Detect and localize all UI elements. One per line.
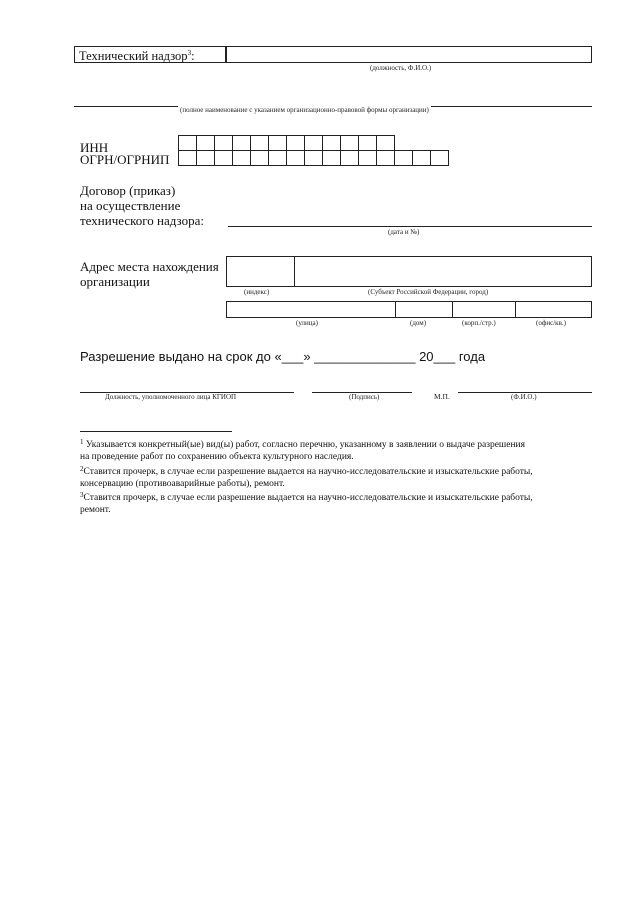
- footnote-3-number: 3: [80, 491, 84, 499]
- inn-digit-cell[interactable]: [196, 135, 215, 151]
- official-position-caption: Должность, уполномоченного лица КГИОП: [105, 393, 237, 401]
- footnote-2-number: 2: [80, 465, 84, 473]
- tech-supervision-label: [79, 46, 195, 64]
- building-caption: (корп./стр.): [462, 319, 496, 327]
- footnote-separator: [80, 431, 232, 432]
- footnote-2-line2: консервацию (противоаварийные работы), ремонт.: [80, 479, 285, 489]
- tech-supervision-text: Технический надзор: [79, 49, 188, 64]
- ogrn-digit-cell[interactable]: [322, 150, 341, 166]
- house-field[interactable]: [395, 301, 453, 318]
- position-name-caption: (должность, Ф.И.О.): [370, 64, 432, 72]
- official-name-caption: (Ф.И.О.): [511, 393, 537, 401]
- organization-name-caption: (полное наименование с указанием организационно-правовой формы организации): [180, 106, 429, 114]
- ogrn-label: ОГРН/ОГРНИП: [80, 152, 170, 167]
- ogrn-digit-cell[interactable]: [214, 150, 233, 166]
- footnote-1-line2: на проведение работ по сохранению объекта культурного наследия.: [80, 452, 354, 462]
- footnote-1: [80, 436, 600, 463]
- house-caption: (дом): [410, 319, 427, 327]
- inn-digit-cell[interactable]: [376, 135, 395, 151]
- ogrn-digit-cell[interactable]: [412, 150, 431, 166]
- footnote-1-number: 1: [80, 438, 84, 446]
- footnote-2: [80, 463, 600, 490]
- footnote-1-line1: Указывается конкретный(ые) вид(ы) работ, согласно перечню, указанному в заявлении о выдаче разрешения: [85, 440, 525, 450]
- ogrn-digit-cell[interactable]: [394, 150, 413, 166]
- address-label-line2: организации: [80, 274, 150, 289]
- inn-digit-cell[interactable]: [214, 135, 233, 151]
- signature-caption: (Подпись): [349, 393, 380, 401]
- postal-index-caption: (индекс): [244, 288, 270, 296]
- inn-label: ИНН: [80, 140, 109, 155]
- street-field[interactable]: [226, 301, 396, 318]
- inn-digit-cell[interactable]: [340, 135, 359, 151]
- inn-digit-cell[interactable]: [358, 135, 377, 151]
- tech-supervision-field[interactable]: [226, 46, 592, 63]
- footnote-3-line1: Ставится прочерк, в случае если разрешение выдается на научно-исследовательские и изыскательские работы,: [83, 493, 533, 503]
- ogrn-digit-cell[interactable]: [430, 150, 449, 166]
- ogrn-digit-cell[interactable]: [286, 150, 305, 166]
- footnote-2-line1: Ставится прочерк, в случае если разрешение выдается на научно-исследовательские и изыскательские работы,: [83, 467, 533, 477]
- ogrn-digit-cell[interactable]: [250, 150, 269, 166]
- ogrn-digit-cell[interactable]: [178, 150, 197, 166]
- permit-validity-text: Разрешение выдано на срок до «___» ______________ 20___ года: [80, 349, 486, 364]
- office-caption: (офис/кв.): [536, 319, 566, 327]
- contract-date-number-caption: (дата и №): [388, 228, 420, 236]
- region-city-caption: (Субъект Российской Федерации, город): [368, 288, 489, 296]
- building-field[interactable]: [452, 301, 516, 318]
- ogrn-digit-cell[interactable]: [196, 150, 215, 166]
- street-caption: (улица): [296, 319, 318, 327]
- inn-digit-cell[interactable]: [250, 135, 269, 151]
- contract-label-line3: технического надзора:: [80, 213, 204, 228]
- stamp-caption: М.П.: [434, 392, 450, 401]
- region-city-field[interactable]: [294, 256, 592, 287]
- tech-supervision-colon: :: [191, 49, 195, 64]
- inn-digit-cell[interactable]: [268, 135, 287, 151]
- address-label-line1: Адрес места нахождения: [80, 259, 219, 274]
- inn-digit-cell[interactable]: [178, 135, 197, 151]
- inn-digit-cell[interactable]: [322, 135, 341, 151]
- ogrn-digit-cell[interactable]: [358, 150, 377, 166]
- ogrn-digit-cell[interactable]: [232, 150, 251, 166]
- ogrn-digit-cell[interactable]: [376, 150, 395, 166]
- ogrn-digit-cell[interactable]: [340, 150, 359, 166]
- contract-label-line2: на осуществление: [80, 198, 181, 213]
- footnote-3-line2: ремонт.: [80, 505, 111, 515]
- contract-label-line1: Договор (приказ): [80, 183, 176, 198]
- tech-supervision-footnote-ref: 3: [187, 49, 192, 57]
- postal-index-field[interactable]: [226, 256, 295, 287]
- ogrn-digit-cell[interactable]: [268, 150, 287, 166]
- inn-digit-cell[interactable]: [286, 135, 305, 151]
- ogrn-digit-cell[interactable]: [304, 150, 323, 166]
- inn-digit-cell[interactable]: [232, 135, 251, 151]
- footnote-3: [80, 489, 600, 516]
- office-field[interactable]: [515, 301, 592, 318]
- contract-date-number-line[interactable]: [228, 226, 592, 227]
- inn-digit-cell[interactable]: [304, 135, 323, 151]
